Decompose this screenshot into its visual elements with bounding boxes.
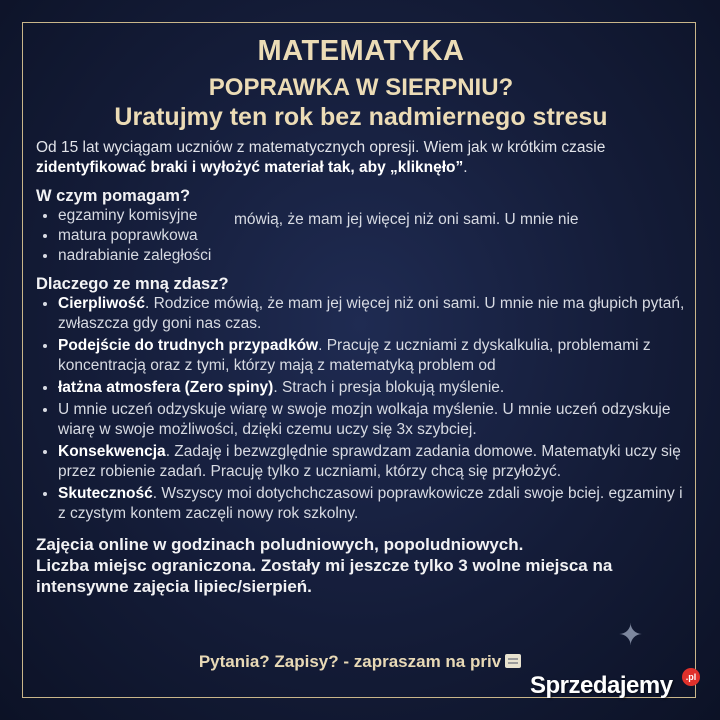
list-item-bold: Podejście do trudnych przypadków (58, 337, 319, 354)
list-item-text: U mnie uczeń odzyskuje wiarę w swoje mozjn wolkaja myślenie. U mnie uczeń odzyskuje wiarę w swoje możliwości, dzięki czemu uczy się 3x szybciej. (58, 401, 671, 438)
watermark-logo: Sprzedajemy (530, 672, 673, 699)
list-item (58, 378, 686, 398)
why-section-title: Dlaczego ze mną zdasz? (36, 275, 229, 293)
list-item-bold: Konsekwencja (58, 443, 166, 460)
sparkle-icon: ✦ (618, 619, 644, 652)
page-subtitle-secondary: Uratujmy ten rok bez nadmiernego stresu (114, 103, 608, 131)
intro-bold-text: zidentyfikować braki i wyłożyć materiał tak, aby „kliknęło” (36, 159, 464, 176)
list-item: • nadrabianie zaległości (58, 246, 686, 266)
watermark-badge: .pl (682, 668, 700, 686)
list-item-bold: Skuteczność (58, 485, 153, 502)
list-item (58, 294, 686, 334)
list-item-text: . Wszyscy moi dotychchczasowi poprawkowicze zdali swoje bciej. egzaminy i z czystym kontem zaczęli nowy rok szkolny. (58, 485, 683, 522)
help-section-title: W czym pomagam? (36, 187, 191, 205)
contact-question-text: Pytania? Zapisy? - zapraszam na priv (198, 652, 502, 671)
overlapping-text: mówią, że mam jej więcej niż oni sami. U mnie nie (234, 211, 579, 228)
footer-line-2: Liczba miejsc ograniczona. Zostały mi jeszcze tylko 3 wolne miejsca na intensywne zajęcia lipiec/sierpień. (36, 556, 613, 596)
list-item: • egzaminy komisyjne (58, 206, 686, 226)
page-subtitle: POPRAWKA W SIERPNIU? (208, 74, 514, 101)
help-section (36, 186, 686, 266)
list-item-text: . Strach i presja blokują myślenie. (273, 379, 505, 396)
list-item: • matura poprawkowa (58, 226, 686, 246)
why-list (36, 294, 686, 524)
contact-question (0, 652, 720, 672)
list-item (58, 336, 686, 376)
intro-text-2: . (463, 159, 468, 176)
main-content (36, 34, 686, 597)
footer-info (36, 534, 686, 597)
list-item (58, 484, 686, 524)
intro-paragraph (36, 138, 686, 178)
page-title: MATEMATYKA (257, 35, 465, 67)
list-item-text: . Zadaję i bezwzględnie sprawdzam zadania domowe. Matematyki uczy się przez robienie zadań. Pracuję tylko z uczniami, którzy chcą się przyłożyć. (58, 443, 681, 480)
list-item-text: . Rodzice mówią, że mam jej więcej niż oni sami. U mnie nie ma głupich pytań, zwłaszcza gdy goni nas czas. (58, 295, 685, 332)
list-item (58, 400, 686, 440)
list-item-bold: łatżna atmosfera (Zero spiny) (58, 379, 274, 396)
footer-line-1: Zajęcia online w godzinach poludniowych, popoludniowych. (36, 535, 524, 554)
document-icon (505, 654, 521, 668)
list-item (58, 442, 686, 482)
list-item-bold: Cierpliwość (58, 295, 145, 312)
intro-text-1: Od 15 lat wyciągam uczniów z matematycznych opresji. Wiem jak w krótkim czasie (36, 139, 606, 156)
list-item-text: . Pracuję z uczniami z dyskalkulia, problemami z koncentracją oraz z tymi, którzy mają z matematyką problem od (58, 337, 651, 374)
